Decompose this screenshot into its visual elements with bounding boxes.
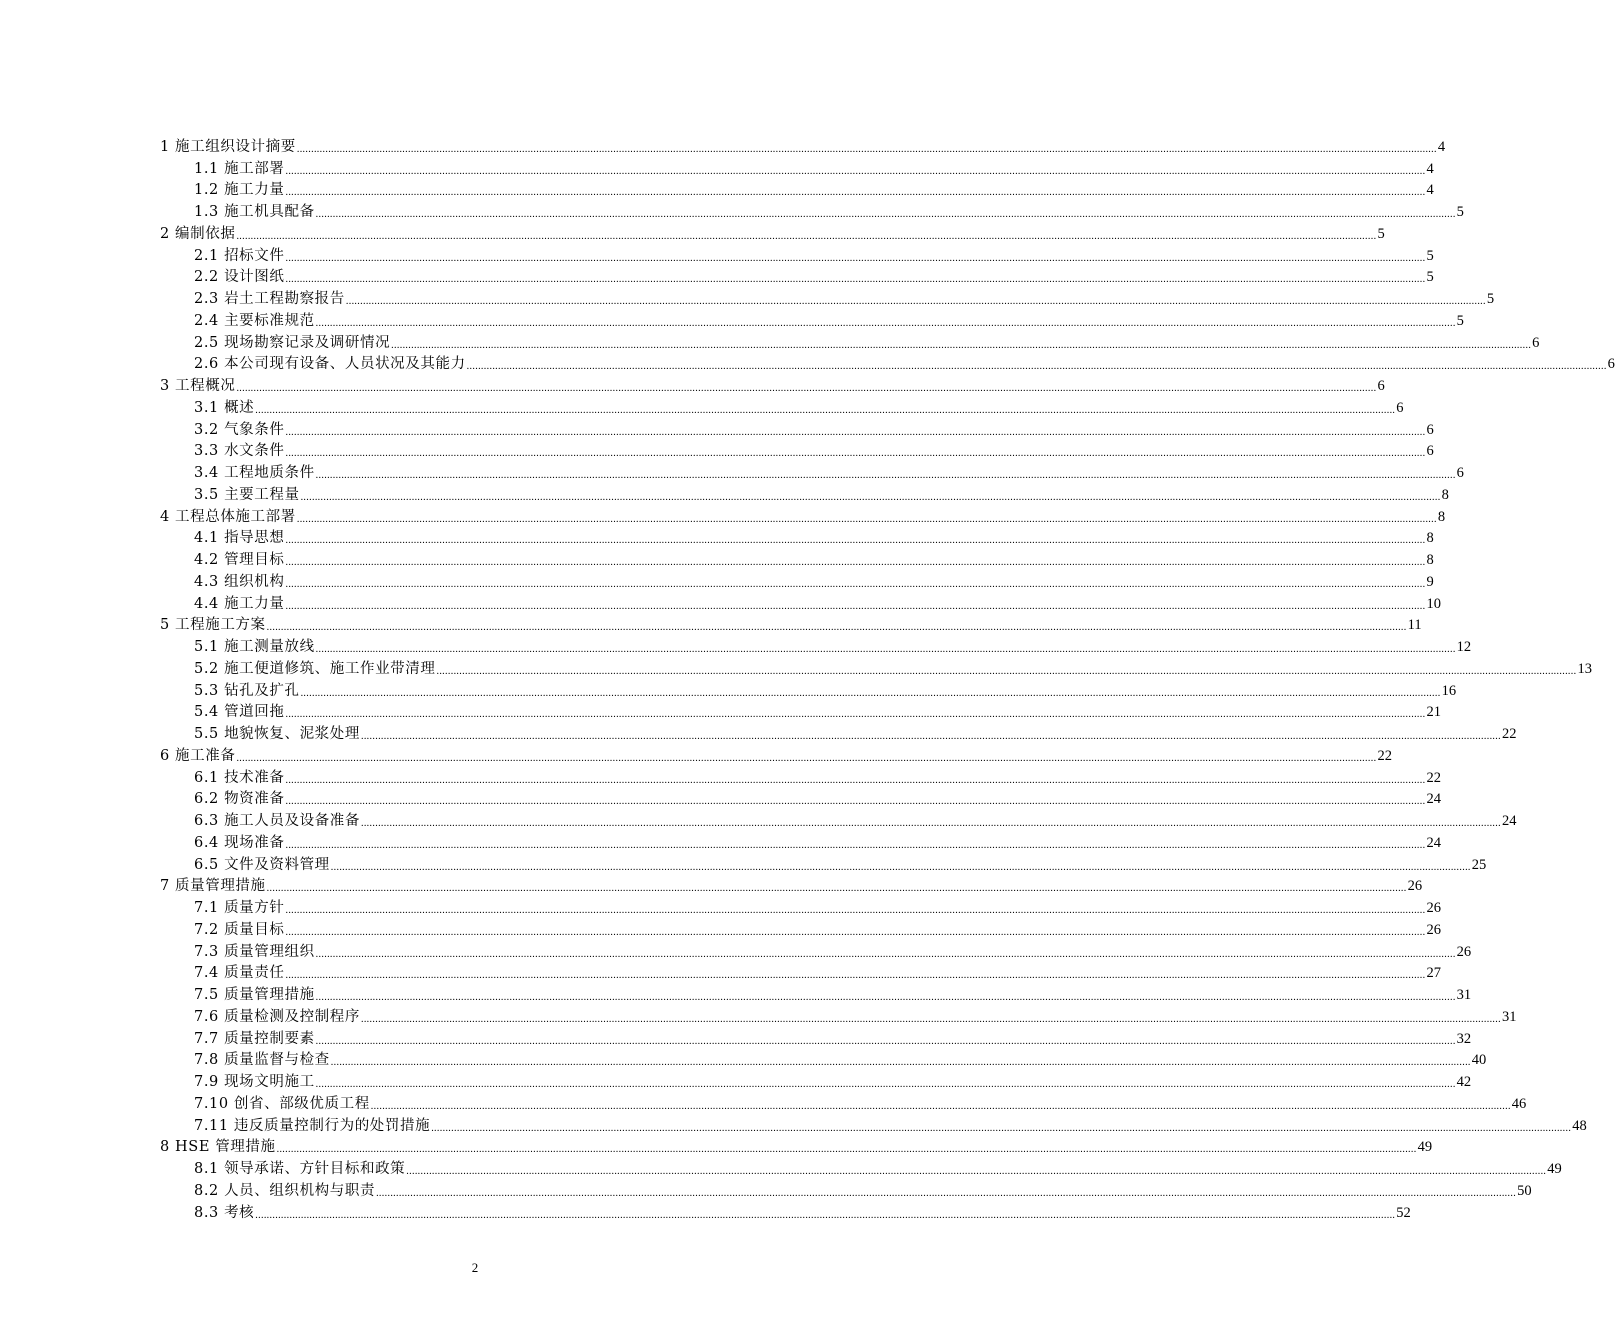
toc-page-number: 4 bbox=[1437, 138, 1446, 155]
toc-page-number: 49 bbox=[1547, 1161, 1562, 1177]
toc-entry-title: 6.5 文件及资料管理 bbox=[194, 856, 330, 873]
toc-page-number: 42 bbox=[1456, 1074, 1472, 1090]
toc-dot-leader: ................................................................................................................................................................................................................................................................................................................................................................................................................ bbox=[285, 426, 1426, 438]
toc-page-number: 10 bbox=[1426, 595, 1441, 612]
toc-page-number: 6 bbox=[1532, 334, 1540, 351]
toc-page-number: 50 bbox=[1517, 1182, 1532, 1199]
toc-page-number: 8 bbox=[1437, 508, 1446, 525]
toc-section-entry[interactable] bbox=[160, 1026, 1472, 1048]
toc-dot-leader: ................................................................................................................................................................................................................................................................................................................................................................................................................ bbox=[466, 361, 1607, 373]
toc-entry-title: 8.3 考核 bbox=[194, 1204, 255, 1221]
toc-entry-title: 3.3 水文条件 bbox=[194, 443, 285, 460]
toc-dot-leader: ................................................................................................................................................................................................................................................................................................................................................................................................................ bbox=[296, 143, 1437, 155]
toc-page-number: 24 bbox=[1426, 834, 1441, 851]
toc-section-entry[interactable] bbox=[160, 634, 1472, 656]
toc-entry-title: 6.3 施工人员及设备准备 bbox=[194, 813, 360, 829]
toc-page-number: 9 bbox=[1426, 573, 1434, 590]
toc-entry-title: 5.4 管道回拖 bbox=[194, 704, 285, 721]
toc-chapter-entry[interactable] bbox=[160, 613, 1422, 635]
toc-dot-leader: ................................................................................................................................................................................................................................................................................................................................................................................................................ bbox=[330, 1057, 1471, 1069]
toc-entry-title: 8.2 人员、组织机构与职责 bbox=[194, 1182, 376, 1199]
toc-dot-leader: ................................................................................................................................................................................................................................................................................................................................................................................................................ bbox=[296, 513, 1437, 525]
toc-page-number: 21 bbox=[1426, 704, 1441, 721]
toc-page-number: 31 bbox=[1501, 1008, 1517, 1025]
toc-section-entry[interactable] bbox=[160, 852, 1487, 874]
toc-entry-title: 3.5 主要工程量 bbox=[194, 486, 300, 503]
toc-dot-leader: ................................................................................................................................................................................................................................................................................................................................................................................................................ bbox=[236, 752, 1377, 764]
toc-dot-leader: ................................................................................................................................................................................................................................................................................................................................................................................................................ bbox=[300, 687, 1441, 699]
toc-dot-leader: ................................................................................................................................................................................................................................................................................................................................................................................................................ bbox=[285, 165, 1426, 177]
toc-dot-leader: ................................................................................................................................................................................................................................................................................................................................................................................................................ bbox=[315, 317, 1456, 329]
toc-page-number: 6 bbox=[1426, 421, 1434, 438]
toc-page-number: 32 bbox=[1456, 1030, 1472, 1047]
toc-entry-title: 1.1 施工部署 bbox=[194, 160, 285, 177]
toc-dot-leader: ................................................................................................................................................................................................................................................................................................................................................................................................................ bbox=[285, 578, 1426, 590]
toc-page-number: 5 bbox=[1426, 247, 1434, 264]
toc-page-number: 5 bbox=[1486, 291, 1495, 307]
toc-dot-leader: ................................................................................................................................................................................................................................................................................................................................................................................................................ bbox=[285, 709, 1426, 721]
toc-entry-title: 5.3 钻孔及扩孔 bbox=[194, 682, 300, 699]
toc-entry-title: 5.5 地貌恢复、泥浆处理 bbox=[194, 726, 360, 742]
toc-page-number: 5 bbox=[1426, 269, 1434, 286]
toc-dot-leader: ................................................................................................................................................................................................................................................................................................................................................................................................................ bbox=[255, 404, 1396, 416]
toc-entry-title: 8 HSE 管理措施 bbox=[160, 1139, 276, 1156]
toc-entry-title: 5.2 施工便道修筑、施工作业带清理 bbox=[194, 660, 436, 677]
toc-page-number: 13 bbox=[1577, 660, 1592, 677]
toc-page-number: 22 bbox=[1426, 769, 1441, 786]
toc-section-entry[interactable] bbox=[160, 395, 1404, 417]
toc-page-number: 6 bbox=[1607, 356, 1615, 373]
toc-page-number: 26 bbox=[1407, 878, 1423, 895]
toc-chapter-entry[interactable] bbox=[160, 874, 1423, 896]
toc-entry-title: 3.2 气象条件 bbox=[194, 421, 285, 438]
toc-section-entry[interactable] bbox=[160, 961, 1441, 983]
toc-entry-title: 7.4 质量责任 bbox=[194, 965, 285, 982]
toc-section-entry[interactable] bbox=[160, 982, 1472, 1004]
toc-entry-title: 2.6 本公司现有设备、人员状况及其能力 bbox=[194, 356, 466, 373]
toc-entry-title: 7.3 质量管理组织 bbox=[194, 943, 315, 960]
toc-chapter-entry[interactable] bbox=[160, 504, 1446, 526]
toc-dot-leader: ................................................................................................................................................................................................................................................................................................................................................................................................................ bbox=[285, 557, 1426, 568]
toc-section-entry[interactable] bbox=[160, 482, 1449, 504]
toc-page-number: 22 bbox=[1501, 726, 1517, 742]
toc-section-entry[interactable] bbox=[160, 265, 1434, 287]
toc-section-entry[interactable] bbox=[160, 547, 1434, 569]
toc-entry-title: 2.5 现场勘察记录及调研情况 bbox=[194, 334, 391, 351]
toc-section-entry[interactable] bbox=[160, 939, 1472, 961]
toc-section-entry[interactable] bbox=[160, 330, 1540, 352]
toc-entry-title: 7.8 质量监督与检查 bbox=[194, 1052, 330, 1069]
toc-entry-title: 6.2 物资准备 bbox=[194, 791, 285, 808]
toc-section-entry[interactable] bbox=[160, 787, 1441, 809]
toc-dot-leader: ................................................................................................................................................................................................................................................................................................................................................................................................................ bbox=[330, 861, 1471, 873]
toc-entry-title: 2.3 岩土工程勘察报告 bbox=[194, 291, 345, 307]
toc-dot-leader: ................................................................................................................................................................................................................................................................................................................................................................................................................ bbox=[285, 926, 1426, 938]
toc-dot-leader: ................................................................................................................................................................................................................................................................................................................................................................................................................ bbox=[285, 600, 1426, 612]
toc-page-number: 8 bbox=[1426, 530, 1434, 547]
toc-entry-title: 5.1 施工测量放线 bbox=[194, 639, 315, 655]
toc-section-entry[interactable] bbox=[160, 808, 1517, 830]
toc-dot-leader: ................................................................................................................................................................................................................................................................................................................................................................................................................ bbox=[315, 992, 1456, 1003]
toc-dot-leader: ................................................................................................................................................................................................................................................................................................................................................................................................................ bbox=[300, 491, 1441, 503]
toc-dot-leader: ................................................................................................................................................................................................................................................................................................................................................................................................................ bbox=[406, 1166, 1547, 1177]
toc-section-entry[interactable] bbox=[160, 917, 1441, 939]
toc-section-entry[interactable] bbox=[160, 569, 1434, 591]
toc-entry-title: 2.1 招标文件 bbox=[194, 247, 285, 264]
toc-section-entry[interactable] bbox=[160, 678, 1457, 700]
toc-page-number: 31 bbox=[1456, 987, 1472, 1003]
toc-entry-title: 1.3 施工机具配备 bbox=[194, 204, 315, 220]
toc-page-number: 6 bbox=[1426, 443, 1434, 460]
toc-section-entry[interactable] bbox=[160, 352, 1615, 374]
toc-dot-leader: ................................................................................................................................................................................................................................................................................................................................................................................................................ bbox=[431, 1122, 1572, 1134]
toc-section-entry[interactable] bbox=[160, 1178, 1532, 1200]
toc-entry-title: 2.2 设计图纸 bbox=[194, 269, 285, 286]
toc-dot-leader: ................................................................................................................................................................................................................................................................................................................................................................................................................ bbox=[315, 1035, 1456, 1047]
toc-page-number: 22 bbox=[1377, 747, 1392, 764]
toc-section-entry[interactable] bbox=[160, 439, 1434, 461]
toc-page-number: 46 bbox=[1511, 1095, 1527, 1112]
toc-section-entry[interactable] bbox=[160, 286, 1495, 308]
toc-dot-leader: ................................................................................................................................................................................................................................................................................................................................................................................................................ bbox=[436, 665, 1577, 677]
toc-section-entry[interactable] bbox=[160, 721, 1517, 743]
toc-section-entry[interactable] bbox=[160, 526, 1434, 548]
toc-section-entry[interactable] bbox=[160, 1048, 1487, 1070]
toc-section-entry[interactable] bbox=[160, 1113, 1587, 1135]
toc-dot-leader: ................................................................................................................................................................................................................................................................................................................................................................................................................ bbox=[285, 839, 1426, 851]
toc-entry-title: 8.1 领导承诺、方针目标和政策 bbox=[194, 1161, 406, 1177]
toc-section-entry[interactable] bbox=[160, 1004, 1517, 1026]
toc-dot-leader: ................................................................................................................................................................................................................................................................................................................................................................................................................ bbox=[391, 339, 1532, 351]
toc-page-number: 52 bbox=[1396, 1204, 1411, 1221]
toc-page-number: 5 bbox=[1377, 225, 1385, 242]
toc-dot-leader: ................................................................................................................................................................................................................................................................................................................................................................................................................ bbox=[255, 1209, 1396, 1221]
toc-dot-leader: ................................................................................................................................................................................................................................................................................................................................................................................................................ bbox=[315, 209, 1456, 220]
toc-entry-title: 2.4 主要标准规范 bbox=[194, 312, 315, 329]
toc-dot-leader: ................................................................................................................................................................................................................................................................................................................................................................................................................ bbox=[376, 1187, 1517, 1199]
toc-page-number: 40 bbox=[1471, 1052, 1487, 1069]
toc-entry-title: 7.2 质量目标 bbox=[194, 921, 285, 938]
toc-dot-leader: ................................................................................................................................................................................................................................................................................................................................................................................................................ bbox=[345, 296, 1486, 307]
toc-entry-title: 7.9 现场文明施工 bbox=[194, 1074, 315, 1090]
toc-entry-title: 7 质量管理措施 bbox=[160, 878, 266, 895]
toc-entry-title: 5 工程施工方案 bbox=[160, 617, 266, 634]
toc-section-entry[interactable] bbox=[160, 199, 1464, 221]
toc-section-entry[interactable] bbox=[160, 243, 1434, 265]
toc-entry-title: 4 工程总体施工部署 bbox=[160, 508, 296, 525]
toc-chapter-entry[interactable] bbox=[160, 743, 1392, 765]
toc-section-entry[interactable] bbox=[160, 1091, 1527, 1113]
toc-entry-title: 3.4 工程地质条件 bbox=[194, 465, 315, 481]
toc-entry-title: 4.2 管理目标 bbox=[194, 552, 285, 568]
toc-entry-title: 7.1 质量方针 bbox=[194, 900, 285, 916]
toc-page-number: 24 bbox=[1426, 791, 1441, 808]
toc-page-number: 6 bbox=[1377, 378, 1385, 394]
toc-section-entry[interactable] bbox=[160, 156, 1434, 178]
toc-dot-leader: ................................................................................................................................................................................................................................................................................................................................................................................................................ bbox=[315, 644, 1456, 655]
toc-entry-title: 4.3 组织机构 bbox=[194, 573, 285, 590]
toc-dot-leader: ................................................................................................................................................................................................................................................................................................................................................................................................................ bbox=[315, 470, 1456, 481]
toc-page-number: 26 bbox=[1426, 900, 1441, 916]
toc-chapter-entry[interactable] bbox=[160, 373, 1385, 395]
toc-dot-leader: ................................................................................................................................................................................................................................................................................................................................................................................................................ bbox=[285, 970, 1426, 982]
toc-entry-title: 7.6 质量检测及控制程序 bbox=[194, 1008, 360, 1025]
toc-dot-leader: ................................................................................................................................................................................................................................................................................................................................................................................................................ bbox=[370, 1100, 1511, 1112]
toc-entry-title: 1.2 施工力量 bbox=[194, 182, 285, 199]
toc-page-number: 27 bbox=[1426, 965, 1441, 982]
toc-entry-title: 7.7 质量控制要素 bbox=[194, 1030, 315, 1047]
toc-page-number: 11 bbox=[1407, 617, 1422, 634]
toc-entry-title: 3.1 概述 bbox=[194, 399, 255, 416]
toc-entry-title: 7.11 违反质量控制行为的处罚措施 bbox=[194, 1117, 431, 1134]
toc-section-entry[interactable] bbox=[160, 591, 1441, 613]
toc-page-number: 6 bbox=[1396, 399, 1404, 416]
toc-page-number: 12 bbox=[1456, 639, 1472, 655]
table-of-contents bbox=[160, 134, 1615, 1222]
toc-dot-leader: ................................................................................................................................................................................................................................................................................................................................................................................................................ bbox=[360, 1013, 1501, 1025]
toc-page-number: 5 bbox=[1456, 204, 1464, 220]
toc-page-number: 26 bbox=[1426, 921, 1441, 938]
toc-page-number: 24 bbox=[1501, 813, 1517, 829]
toc-entry-title: 2 编制依据 bbox=[160, 225, 236, 242]
toc-dot-leader: ................................................................................................................................................................................................................................................................................................................................................................................................................ bbox=[276, 1144, 1417, 1156]
toc-page-number: 8 bbox=[1441, 486, 1449, 503]
toc-section-entry[interactable] bbox=[160, 1156, 1562, 1178]
toc-dot-leader: ................................................................................................................................................................................................................................................................................................................................................................................................................ bbox=[360, 731, 1501, 742]
toc-entry-title: 4.4 施工力量 bbox=[194, 595, 285, 612]
toc-section-entry[interactable] bbox=[160, 417, 1434, 439]
toc-entry-title: 3 工程概况 bbox=[160, 378, 236, 394]
toc-section-entry[interactable] bbox=[160, 656, 1592, 678]
toc-dot-leader: ................................................................................................................................................................................................................................................................................................................................................................................................................ bbox=[285, 774, 1426, 786]
toc-page-number: 16 bbox=[1441, 682, 1457, 699]
toc-page-number: 5 bbox=[1456, 312, 1464, 329]
toc-dot-leader: ................................................................................................................................................................................................................................................................................................................................................................................................................ bbox=[236, 383, 1377, 394]
toc-entry-title: 7.5 质量管理措施 bbox=[194, 987, 315, 1003]
toc-section-entry[interactable] bbox=[160, 308, 1464, 330]
toc-section-entry[interactable] bbox=[160, 1069, 1472, 1091]
toc-section-entry[interactable] bbox=[160, 1200, 1411, 1222]
toc-page-number: 48 bbox=[1572, 1117, 1587, 1134]
toc-dot-leader: ................................................................................................................................................................................................................................................................................................................................................................................................................ bbox=[315, 1079, 1456, 1090]
toc-section-entry[interactable] bbox=[160, 700, 1441, 722]
toc-dot-leader: ................................................................................................................................................................................................................................................................................................................................................................................................................ bbox=[285, 187, 1426, 199]
toc-page-number: 4 bbox=[1426, 182, 1434, 199]
toc-section-entry[interactable] bbox=[160, 765, 1441, 787]
toc-entry-title: 1 施工组织设计摘要 bbox=[160, 138, 296, 155]
toc-entry-title: 6 施工准备 bbox=[160, 747, 236, 764]
toc-entry-title: 4.1 指导思想 bbox=[194, 530, 285, 547]
toc-page-number: 25 bbox=[1471, 856, 1487, 873]
toc-page-number: 8 bbox=[1426, 552, 1434, 568]
toc-section-entry[interactable] bbox=[160, 895, 1441, 917]
toc-chapter-entry[interactable] bbox=[160, 221, 1385, 243]
toc-dot-leader: ................................................................................................................................................................................................................................................................................................................................................................................................................ bbox=[285, 274, 1426, 286]
toc-page-number: 4 bbox=[1426, 160, 1434, 177]
toc-chapter-entry[interactable] bbox=[160, 1135, 1433, 1157]
toc-dot-leader: ................................................................................................................................................................................................................................................................................................................................................................................................................ bbox=[285, 252, 1426, 264]
toc-page-number: 6 bbox=[1456, 465, 1464, 481]
toc-dot-leader: ................................................................................................................................................................................................................................................................................................................................................................................................................ bbox=[285, 796, 1426, 808]
toc-entry-title: 6.1 技术准备 bbox=[194, 769, 285, 786]
toc-dot-leader: ................................................................................................................................................................................................................................................................................................................................................................................................................ bbox=[285, 448, 1426, 460]
toc-dot-leader: ................................................................................................................................................................................................................................................................................................................................................................................................................ bbox=[266, 883, 1407, 895]
toc-dot-leader: ................................................................................................................................................................................................................................................................................................................................................................................................................ bbox=[266, 622, 1407, 634]
toc-dot-leader: ................................................................................................................................................................................................................................................................................................................................................................................................................ bbox=[285, 535, 1426, 547]
page-number: 2 bbox=[471, 1260, 479, 1275]
toc-entry-title: 7.10 创省、部级优质工程 bbox=[194, 1095, 370, 1112]
toc-section-entry[interactable] bbox=[160, 178, 1434, 200]
toc-dot-leader: ................................................................................................................................................................................................................................................................................................................................................................................................................ bbox=[285, 905, 1426, 916]
toc-page-number: 49 bbox=[1417, 1139, 1433, 1156]
toc-dot-leader: ................................................................................................................................................................................................................................................................................................................................................................................................................ bbox=[315, 948, 1456, 960]
toc-entry-title: 6.4 现场准备 bbox=[194, 834, 285, 851]
toc-section-entry[interactable] bbox=[160, 460, 1464, 482]
toc-dot-leader: ................................................................................................................................................................................................................................................................................................................................................................................................................ bbox=[236, 230, 1377, 242]
toc-section-entry[interactable] bbox=[160, 830, 1441, 852]
toc-page-number: 26 bbox=[1456, 943, 1472, 960]
toc-dot-leader: ................................................................................................................................................................................................................................................................................................................................................................................................................ bbox=[360, 818, 1501, 829]
toc-chapter-entry[interactable] bbox=[160, 134, 1446, 156]
